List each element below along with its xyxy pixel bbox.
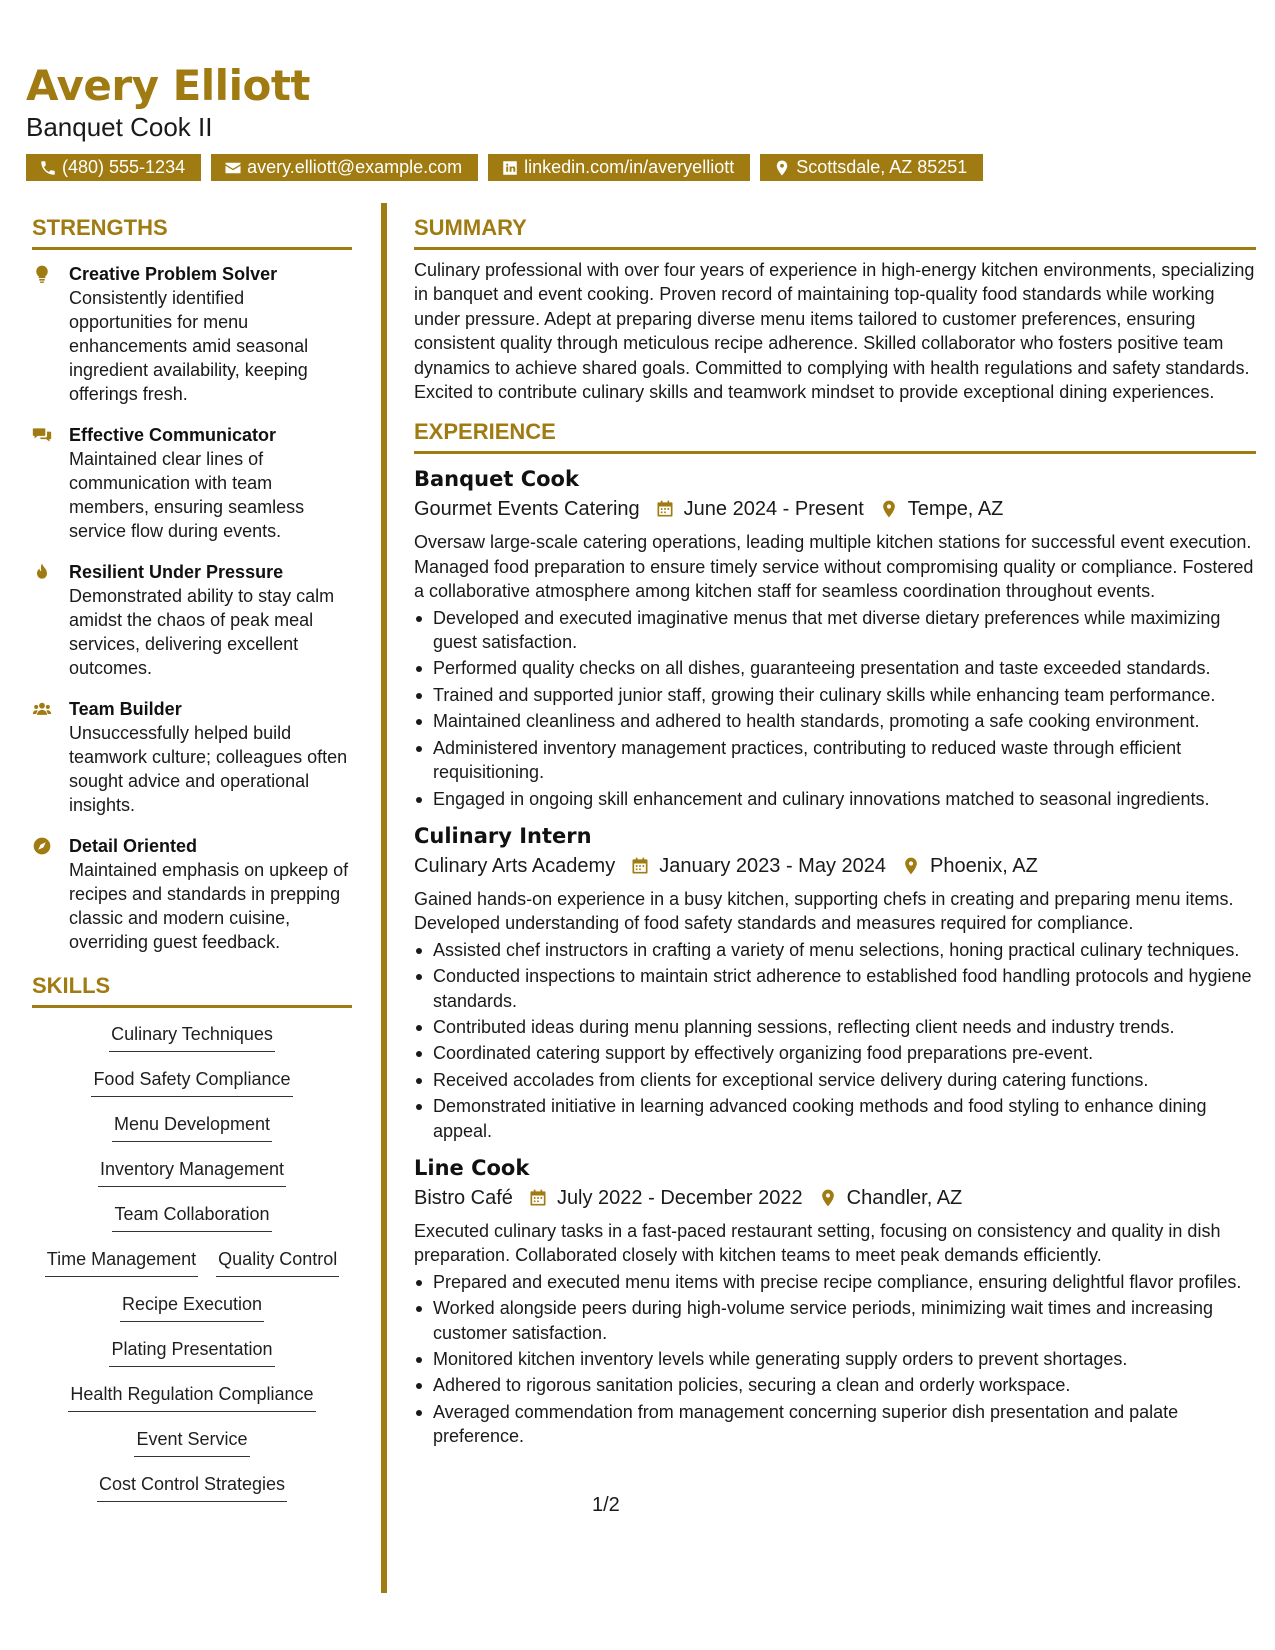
job-location: Chandler, AZ <box>846 1186 963 1209</box>
bullet-item: Contributed ideas during menu planning sessions, reflecting client needs and industry trends. <box>414 1015 1256 1039</box>
strength-description: Unsuccessfully helped build teamwork culture; colleagues often sought advice and operational insights. <box>69 723 348 815</box>
job-company: Bistro Café <box>414 1186 513 1209</box>
strength-item <box>32 262 352 406</box>
map-pin-icon <box>817 1187 839 1209</box>
skill-tag: Quality Control <box>216 1247 339 1277</box>
skill-tag: Plating Presentation <box>109 1337 274 1367</box>
map-pin-icon <box>900 855 922 877</box>
job-location: Phoenix, AZ <box>930 854 1038 877</box>
map-pin-icon <box>772 158 792 178</box>
strength-title: Detail Oriented <box>69 836 198 856</box>
strengths-list <box>32 262 352 954</box>
strength-item <box>32 423 352 543</box>
job-role: Culinary Intern <box>414 823 592 848</box>
job-entry <box>414 1153 1256 1449</box>
bullet-item: Averaged commendation from management concerning superior dish presentation and palate preference. <box>414 1400 1256 1449</box>
summary-text: Culinary professional with over four years of experience in high-energy kitchen environments, specializing in banquet and event cooking. Proven record of maintaining top-quality food standards while working under pressure. Adept at preparing diverse menu items tailored to customer preferences, ensuring consistent quality through meticulous recipe adherence. Skilled collaborator who fosters positive team dynamics to achieve shared goals. Committed to complying with health regulations and safety standards. Excited to contribute culinary skills and teamwork mindset to provide exceptional dining experiences. <box>414 260 1255 403</box>
bullet-item: Coordinated catering support by effectively organizing food preparations pre-event. <box>414 1041 1256 1065</box>
candidate-title: Banquet Cook II <box>26 112 213 142</box>
skill-tag: Health Regulation Compliance <box>68 1382 315 1412</box>
strength-description: Maintained emphasis on upkeep of recipes and standards in prepping classic and modern cuisine, overriding guest feedback. <box>69 860 349 952</box>
bullet-item: Administered inventory management practices, contributing to reduced waste through efficient requisitioning. <box>414 736 1256 785</box>
contact-bar <box>26 154 1256 181</box>
contact-phone[interactable] <box>26 154 201 181</box>
strength-description: Maintained clear lines of communication with team members, ensuring seamless service flow during events. <box>69 449 305 541</box>
skill-tag: Team Collaboration <box>112 1202 271 1232</box>
column-divider <box>381 203 387 1593</box>
fire-icon <box>32 560 69 680</box>
job-role: Line Cook <box>414 1155 530 1180</box>
comments-icon <box>32 423 69 543</box>
job-bullets <box>414 606 1256 811</box>
job-entry <box>414 821 1256 1143</box>
job-entry <box>414 464 1256 810</box>
contact-phone-text: (480) 555-1234 <box>62 157 186 177</box>
contact-email-text: avery.elliott@example.com <box>247 157 463 177</box>
bullet-item: Maintained cleanliness and adhered to health standards, promoting a safe cooking environment. <box>414 709 1256 733</box>
bullet-item: Demonstrated initiative in learning advanced cooking methods and food styling to enhance dining appeal. <box>414 1094 1256 1143</box>
job-description: Executed culinary tasks in a fast-paced restaurant setting, focusing on consistency and quality in dish preparation. Collaborated closely with kitchen teams to meet peak demands efficiently. <box>414 1220 1221 1266</box>
bullet-item: Assisted chef instructors in crafting a variety of menu selections, honing practical culinary techniques. <box>414 938 1256 962</box>
contact-email[interactable] <box>211 154 478 181</box>
compass-icon <box>32 834 69 954</box>
envelope-icon <box>223 158 243 178</box>
lightbulb-icon <box>32 262 69 406</box>
job-company: Gourmet Events Catering <box>414 498 640 521</box>
contact-location-text: Scottsdale, AZ 85251 <box>796 157 968 177</box>
bullet-item: Conducted inspections to maintain strict adherence to established food handling protocols and hygiene standards. <box>414 964 1256 1013</box>
calendar-icon <box>527 1187 549 1209</box>
bullet-item: Monitored kitchen inventory levels while generating supply orders to prevent shortages. <box>414 1347 1256 1371</box>
job-description: Gained hands-on experience in a busy kitchen, supporting chefs in creating and preparing menu items. Developed understanding of food safety standards and measures required for compliance. <box>414 888 1234 934</box>
bullet-item: Prepared and executed menu items with precise recipe compliance, ensuring delightful flavor profiles. <box>414 1270 1256 1294</box>
summary-heading: SUMMARY <box>414 214 1256 250</box>
strength-title: Creative Problem Solver <box>69 264 278 284</box>
calendar-icon <box>629 855 651 877</box>
experience-heading: EXPERIENCE <box>414 418 1256 454</box>
skills-heading: SKILLS <box>32 972 352 1008</box>
strength-title: Resilient Under Pressure <box>69 562 284 582</box>
bullet-item: Developed and executed imaginative menus that met diverse dietary preferences while maximizing guest satisfaction. <box>414 606 1256 655</box>
skill-tag: Time Management <box>45 1247 198 1277</box>
experience-section <box>414 418 1256 1448</box>
candidate-name: Avery Elliott <box>26 61 310 110</box>
bullet-item: Performed quality checks on all dishes, guaranteeing presentation and taste exceeded standards. <box>414 656 1256 680</box>
left-column <box>32 214 352 1517</box>
strength-item <box>32 697 352 817</box>
right-column <box>414 214 1256 1451</box>
skill-tag: Food Safety Compliance <box>91 1067 292 1097</box>
job-meta <box>414 1183 1256 1213</box>
skill-tag: Inventory Management <box>98 1157 286 1187</box>
strength-description: Demonstrated ability to stay calm amidst the chaos of peak meal services, delivering excellent outcomes. <box>69 586 335 678</box>
linkedin-icon <box>500 158 520 178</box>
contact-location <box>760 154 983 181</box>
bullet-item: Received accolades from clients for exceptional service delivery during catering functions. <box>414 1068 1256 1092</box>
job-bullets <box>414 1270 1256 1449</box>
job-dates: July 2022 - December 2022 <box>556 1186 803 1209</box>
strengths-heading: STRENGTHS <box>32 214 352 250</box>
contact-linkedin[interactable] <box>488 154 750 181</box>
skill-tag: Event Service <box>134 1427 249 1457</box>
skill-tag: Menu Development <box>112 1112 272 1142</box>
skill-tag: Culinary Techniques <box>109 1022 275 1052</box>
job-company: Culinary Arts Academy <box>414 854 616 877</box>
skill-tag: Recipe Execution <box>120 1292 264 1322</box>
page-number: 1/2 <box>592 1494 620 1516</box>
job-dates: January 2023 - May 2024 <box>659 854 887 877</box>
bullet-item: Trained and supported junior staff, growing their culinary skills while enhancing team performance. <box>414 683 1256 707</box>
strength-item <box>32 560 352 680</box>
resume-header <box>26 62 1256 181</box>
job-meta <box>414 494 1256 524</box>
job-location: Tempe, AZ <box>907 498 1004 521</box>
strength-item <box>32 834 352 954</box>
strength-title: Team Builder <box>69 699 182 719</box>
job-bullets <box>414 938 1256 1143</box>
bullet-item: Engaged in ongoing skill enhancement and culinary innovations matched to seasonal ingredients. <box>414 787 1256 811</box>
contact-linkedin-text: linkedin.com/in/averyelliott <box>524 157 735 177</box>
job-role: Banquet Cook <box>414 467 579 492</box>
users-icon <box>32 697 69 817</box>
job-meta <box>414 851 1256 881</box>
job-description: Oversaw large-scale catering operations, leading multiple kitchen stations for successful event execution. Managed food preparation to ensure timely service without compromising quality or compliance. Fostered a collaborative atmosphere among kitchen staff for seamless coordination throughout events. <box>414 532 1254 602</box>
map-pin-icon <box>878 498 900 520</box>
skills-section <box>32 972 352 1517</box>
strength-title: Effective Communicator <box>69 425 277 445</box>
calendar-icon <box>654 498 676 520</box>
job-dates: June 2024 - Present <box>683 498 864 521</box>
strength-description: Consistently identified opportunities for menu enhancements amid seasonal ingredient availability, keeping offerings fresh. <box>69 288 309 404</box>
bullet-item: Worked alongside peers during high-volume service periods, minimizing wait times and increasing customer satisfaction. <box>414 1296 1256 1345</box>
bullet-item: Adhered to rigorous sanitation policies, securing a clean and orderly workspace. <box>414 1373 1256 1397</box>
phone-icon <box>38 158 58 178</box>
skill-tag: Cost Control Strategies <box>97 1472 287 1502</box>
